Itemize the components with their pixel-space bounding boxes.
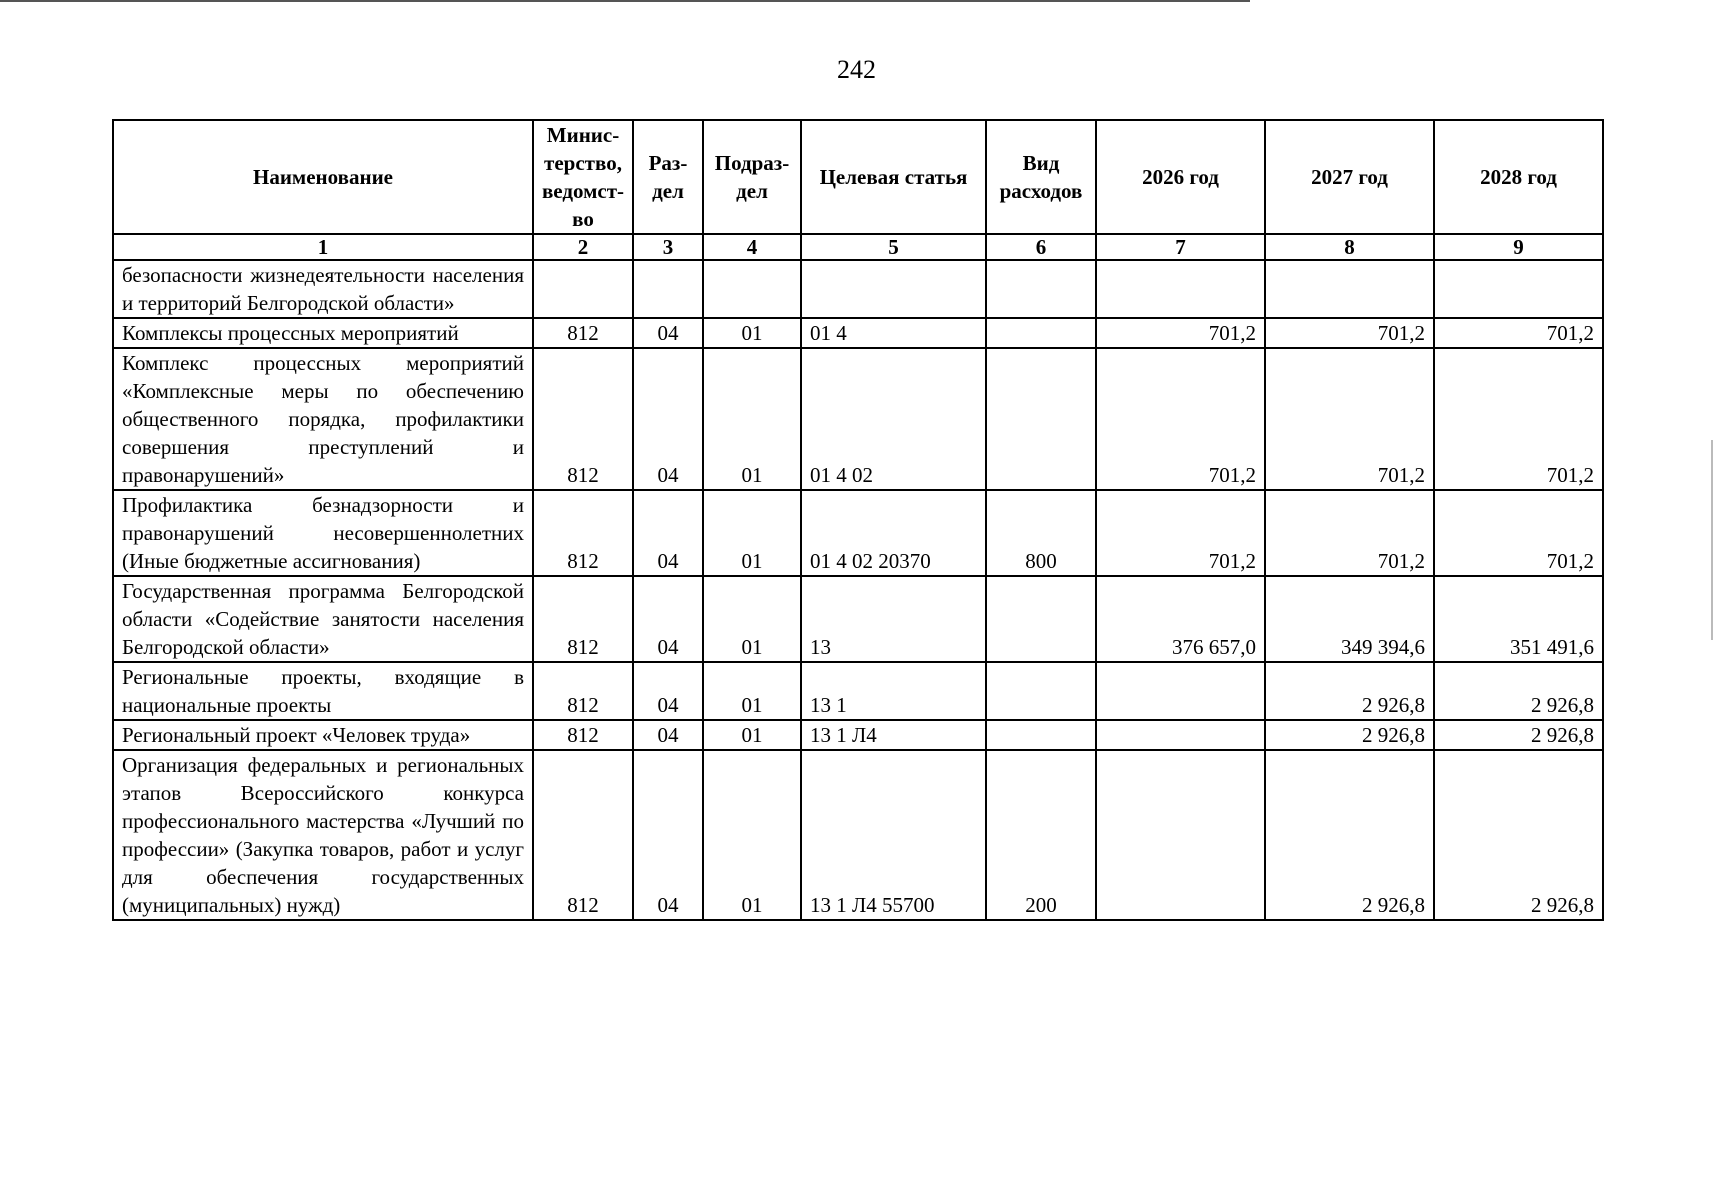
row-target: 01 4 02 (801, 348, 986, 490)
row-subsection: 01 (703, 720, 801, 750)
header-section: Раз-дел (633, 120, 703, 234)
column-number: 4 (703, 234, 801, 260)
row-target: 13 1 (801, 662, 986, 720)
row-section: 04 (633, 576, 703, 662)
table-row (113, 750, 1603, 920)
row-2026: 701,2 (1096, 318, 1265, 348)
table-row (113, 576, 1603, 662)
row-section: 04 (633, 490, 703, 576)
row-subsection: 01 (703, 318, 801, 348)
table-row (113, 720, 1603, 750)
row-expense-type (986, 348, 1096, 490)
row-section (633, 260, 703, 318)
table-row (113, 260, 1603, 318)
row-section: 04 (633, 720, 703, 750)
row-2027: 701,2 (1265, 490, 1434, 576)
header-expense-type: Вид расходов (986, 120, 1096, 234)
row-2028: 701,2 (1434, 318, 1603, 348)
row-target: 13 (801, 576, 986, 662)
table-row (113, 490, 1603, 576)
header-subsection: Подраз-дел (703, 120, 801, 234)
row-section: 04 (633, 750, 703, 920)
row-expense-type: 200 (986, 750, 1096, 920)
row-2027: 701,2 (1265, 348, 1434, 490)
row-2028 (1434, 260, 1603, 318)
row-2026: 701,2 (1096, 348, 1265, 490)
header-row (113, 120, 1603, 234)
row-ministry: 812 (533, 720, 633, 750)
row-subsection (703, 260, 801, 318)
row-2028: 701,2 (1434, 490, 1603, 576)
column-number: 9 (1434, 234, 1603, 260)
table-row (113, 662, 1603, 720)
row-subsection: 01 (703, 662, 801, 720)
header-target: Целевая статья (801, 120, 986, 234)
row-2027: 2 926,8 (1265, 720, 1434, 750)
row-2028: 351 491,6 (1434, 576, 1603, 662)
row-target: 13 1 Л4 55700 (801, 750, 986, 920)
row-2027: 349 394,6 (1265, 576, 1434, 662)
row-2026: 376 657,0 (1096, 576, 1265, 662)
row-section: 04 (633, 662, 703, 720)
row-target: 13 1 Л4 (801, 720, 986, 750)
table-row (113, 348, 1603, 490)
row-name: Комплекс процессных мероприятий «Комплексные меры по обеспечению общественного порядка, профилактики совершения преступлений и правонарушений» (113, 348, 533, 490)
row-ministry (533, 260, 633, 318)
row-2028: 2 926,8 (1434, 720, 1603, 750)
row-expense-type (986, 260, 1096, 318)
row-2028: 701,2 (1434, 348, 1603, 490)
column-number: 6 (986, 234, 1096, 260)
row-ministry: 812 (533, 318, 633, 348)
row-2028: 2 926,8 (1434, 750, 1603, 920)
row-2026 (1096, 720, 1265, 750)
row-2027: 701,2 (1265, 318, 1434, 348)
row-name: Государственная программа Белгородской области «Содействие занятости населения Белгородской области» (113, 576, 533, 662)
row-name: Региональный проект «Человек труда» (113, 720, 533, 750)
row-ministry: 812 (533, 750, 633, 920)
page-number: 242 (837, 55, 876, 84)
row-2026 (1096, 260, 1265, 318)
row-name: Комплексы процессных мероприятий (113, 318, 533, 348)
row-expense-type (986, 662, 1096, 720)
row-name: Организация федеральных и региональных этапов Всероссийского конкурса профессионального мастерства «Лучший по профессии» (Закупка товаров, работ и услуг для обеспечения государственных (муниципальных) нужд) (113, 750, 533, 920)
row-ministry: 812 (533, 348, 633, 490)
row-expense-type (986, 576, 1096, 662)
scan-edge-line (0, 0, 1250, 2)
row-section: 04 (633, 348, 703, 490)
row-2026: 701,2 (1096, 490, 1265, 576)
row-name: Профилактика безнадзорности и правонарушений несовершеннолетних (Иные бюджетные ассигнования) (113, 490, 533, 576)
row-name: безопасности жизнедеятельности населения и территорий Белгородской области» (113, 260, 533, 318)
row-2026 (1096, 750, 1265, 920)
column-number: 8 (1265, 234, 1434, 260)
row-name: Региональные проекты, входящие в национальные проекты (113, 662, 533, 720)
row-ministry: 812 (533, 490, 633, 576)
row-subsection: 01 (703, 750, 801, 920)
table-row (113, 318, 1603, 348)
budget-table (112, 119, 1604, 921)
row-subsection: 01 (703, 576, 801, 662)
column-number: 1 (113, 234, 533, 260)
column-number: 7 (1096, 234, 1265, 260)
column-number-row (113, 234, 1603, 260)
row-2027 (1265, 260, 1434, 318)
row-2028: 2 926,8 (1434, 662, 1603, 720)
row-2026 (1096, 662, 1265, 720)
column-number: 5 (801, 234, 986, 260)
column-number: 2 (533, 234, 633, 260)
column-number: 3 (633, 234, 703, 260)
row-target (801, 260, 986, 318)
row-ministry: 812 (533, 576, 633, 662)
row-expense-type (986, 720, 1096, 750)
row-section: 04 (633, 318, 703, 348)
row-expense-type (986, 318, 1096, 348)
row-2027: 2 926,8 (1265, 662, 1434, 720)
header-2026: 2026 год (1096, 120, 1265, 234)
row-subsection: 01 (703, 490, 801, 576)
header-2027: 2027 год (1265, 120, 1434, 234)
header-name: Наименование (113, 120, 533, 234)
header-2028: 2028 год (1434, 120, 1603, 234)
row-target: 01 4 02 20370 (801, 490, 986, 576)
row-ministry: 812 (533, 662, 633, 720)
row-expense-type: 800 (986, 490, 1096, 576)
row-subsection: 01 (703, 348, 801, 490)
row-target: 01 4 (801, 318, 986, 348)
row-2027: 2 926,8 (1265, 750, 1434, 920)
header-ministry: Минис-терство, ведомст-во (533, 120, 633, 234)
